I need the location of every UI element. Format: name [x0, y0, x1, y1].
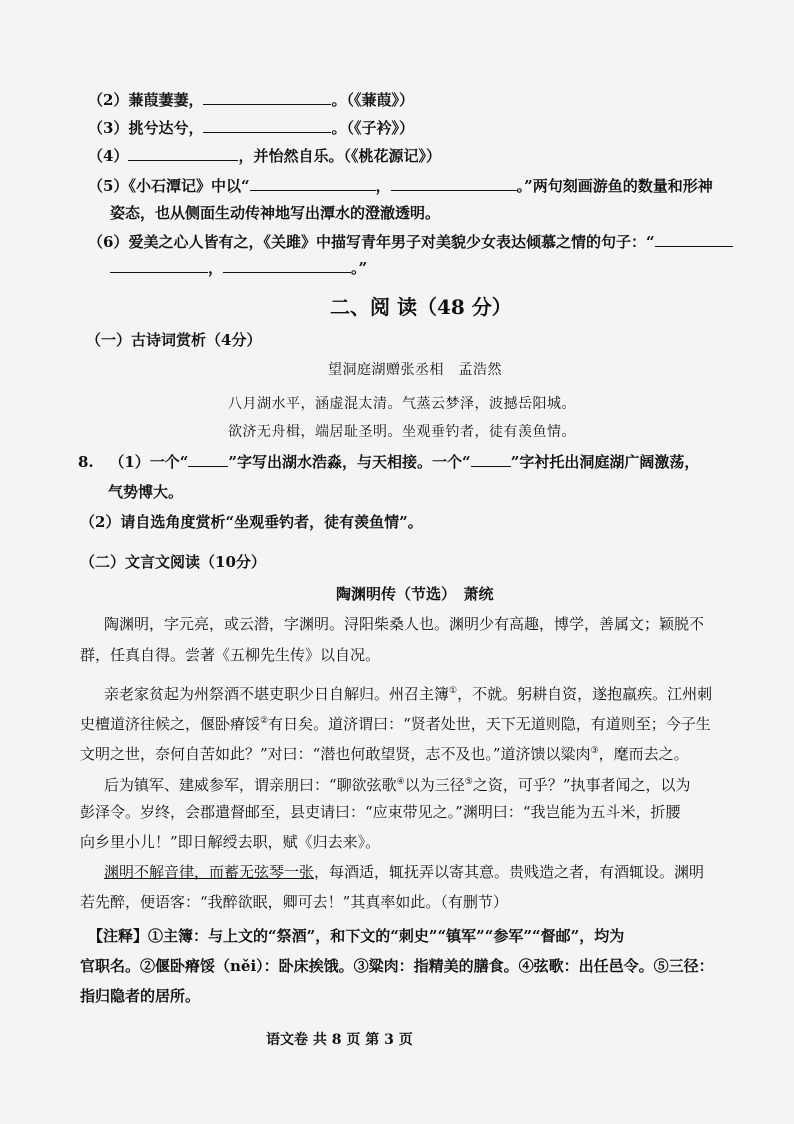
question-number: 8. [78, 453, 94, 471]
question-6: （6）爱美之心人皆有之，《关雎》中描写青年男子对美貌少女表达倾慕之情的句子：“ [88, 232, 733, 252]
question-4: （4） ，并怡然自乐。（《桃花源记》） [88, 147, 441, 165]
annotation-line: 官职名。②偃卧瘠馁（něi）：卧床挨饿。③粱肉：指精美的膳食。④弦歌：出任邑令。⑤三径： [80, 957, 714, 975]
question-2: （2）蒹葭萋萋， 。（《蒹葭》） [88, 91, 414, 109]
footnote-marker: ③ [590, 746, 599, 756]
underlined-sentence: 渊明不解音律，而蓄无弦琴一张 [104, 863, 315, 881]
passage-line: 向乡里小儿！”即日解绶去职，赋《归去来》。 [80, 833, 381, 851]
question-number: （5） [88, 177, 129, 195]
question-8: 8. （1）一个“ ”字写出湖水浩淼，与天相接。一个“ ”字衬托出洞庭湖广阔激荡， [78, 453, 700, 471]
passage-line: 群，任真自得。尝著《五柳先生传》以自况。 [80, 646, 381, 664]
question-8-line2: 气势博大。 [108, 483, 184, 501]
answer-blank[interactable] [110, 258, 208, 273]
footnote-marker: ② [260, 716, 269, 726]
passage-title: 陶渊明传（节选） 萧统 [336, 585, 494, 603]
question-5: （5）《小石潭记》中以“ ， 。”两句刻画游鱼的数量和形神 [88, 177, 713, 195]
passage-line: 若先醉，便语客：“我醉欲眠，卿可去！”其真率如此。（有删节） [80, 893, 508, 911]
footnote-marker: ⑤ [464, 777, 473, 787]
answer-blank[interactable] [128, 146, 238, 161]
part1-heading: （一）古诗词赏析（4分） [86, 331, 262, 349]
passage-line: 渊明不解音律，而蓄无弦琴一张，每酒适，辄抚弄以寄其意。贵贱造之者，有酒辄设。渊明 [104, 863, 705, 881]
passage-line: 陶渊明，字元亮，或云潜，字渊明。浔阳柴桑人也。渊明少有高趣，博学，善属文；颖脱不 [104, 615, 705, 633]
answer-blank[interactable] [203, 90, 331, 105]
answer-blank[interactable] [223, 258, 351, 273]
question-3: （3）挑兮达兮， 。（《子衿》） [88, 119, 414, 137]
poem-title: 望洞庭湖赠张丞相 孟浩然 [328, 362, 502, 378]
section-title: 二、阅 读（48 分） [330, 295, 512, 319]
page-footer: 语文卷 共 8 页 第 3 页 [266, 1032, 413, 1048]
passage-line: 文明之世，奈何自苦如此？”对曰：“潜也何敢望贤，志不及也。”道济馈以粱肉③，麾而去之。 [80, 745, 689, 763]
poem-line-1: 八月湖水平，涵虚混太清。气蒸云梦泽，波撼岳阳城。 [228, 396, 576, 412]
passage-line: 彭泽令。岁终，会郡遣督邮至，县吏请曰：“应束带见之。”渊明曰：“我岂能为五斗米，折腰 [80, 803, 681, 821]
annotation-line: 【注释】①主簿：与上文的“祭酒”，和下文的“刺史”“镇军”“参军”“督邮”，均为 [88, 927, 625, 945]
answer-blank[interactable] [203, 118, 331, 133]
question-8-part2: （2）请自选角度赏析“坐观垂钓者，徒有羡鱼情”。 [80, 513, 423, 531]
answer-blank[interactable] [188, 452, 228, 467]
question-number: （6） [88, 233, 129, 251]
poem-line-2: 欲济无舟楫，端居耻圣明。坐观垂钓者，徒有羡鱼情。 [228, 424, 576, 440]
answer-blank[interactable] [471, 452, 511, 467]
annotation-line: 指归隐者的居所。 [80, 987, 201, 1005]
passage-line: 后为镇军、建威参军，谓亲朋曰：“聊欲弦歌④以为三径⑤之资，可乎？”执事者闻之，以为 [104, 776, 691, 794]
answer-blank[interactable] [391, 176, 517, 191]
footnote-marker: ④ [396, 777, 405, 787]
question-number: （4） [88, 147, 129, 165]
answer-blank[interactable] [250, 176, 376, 191]
footnote-marker: ① [449, 686, 458, 696]
question-number: （2） [88, 91, 129, 109]
passage-line: 史檀道济往候之，偃卧瘠馁②有日矣。道济谓曰：“贤者处世，天下无道则隐，有道则至；今子生 [80, 715, 711, 733]
passage-line: 亲老家贫起为州祭酒不堪吏职少日自解归。州召主簿①，不就。躬耕自资，遂抱羸疾。江州刺 [104, 685, 713, 703]
question-6-line2: ， 。” [110, 258, 367, 278]
part2-heading: （二）文言文阅读（10分） [80, 553, 266, 571]
answer-blank[interactable] [655, 232, 733, 247]
question-5-line2: 姿态，也从侧面生动传神地写出潭水的澄澈透明。 [110, 204, 441, 222]
question-number: （3） [88, 119, 129, 137]
